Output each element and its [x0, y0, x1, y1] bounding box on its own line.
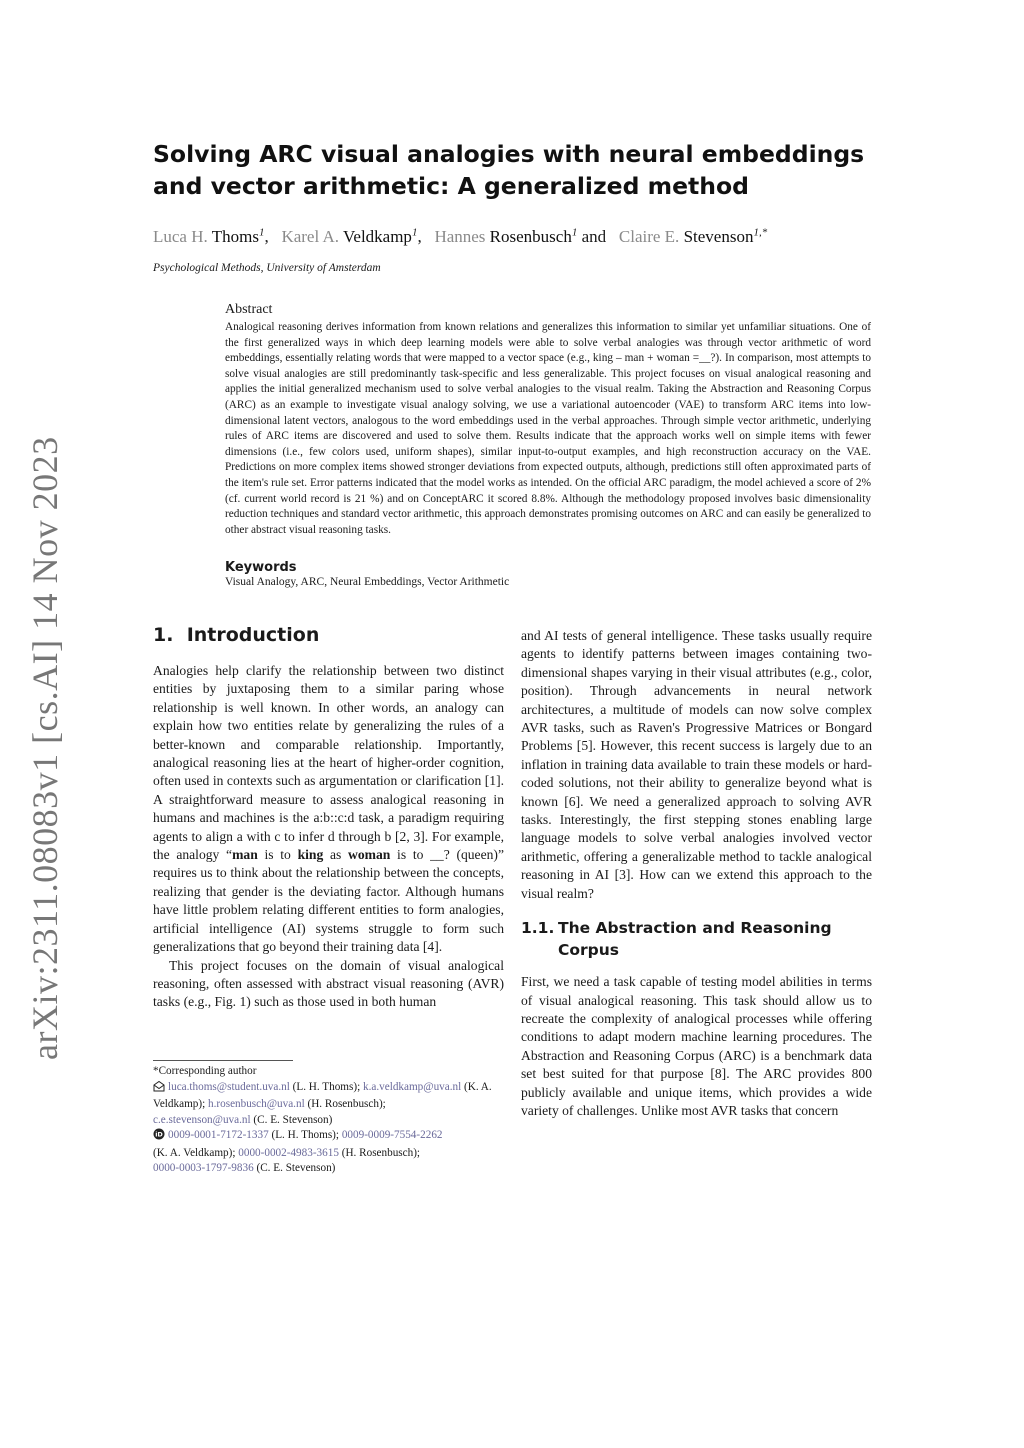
orcid-link-thoms[interactable]: 0009-0001-7172-1337 [168, 1129, 269, 1141]
right-column [521, 627, 872, 1120]
author-list [153, 220, 893, 249]
orcid-link-veldkamp[interactable]: 0009-0009-7554-2262 [341, 1129, 443, 1141]
arc-paragraph-1: First, we need a task capable of testing model abilities in terms of visual analogical reasoning. This task should allow us to recreate the complexity of analogical processes while offering conditions to adapt modern machine learning procedures. The Abstraction and Reasoning Corpus (ARC) is a benchmark data set best suited for that purpose [8]. The ARC provides 800 publicly available and unique items, which provides a wide variety of challenges. Unlike most AVR tasks that concern [521, 974, 872, 1118]
keywords-block [225, 560, 871, 588]
abstract-heading: Abstract [225, 302, 273, 317]
arxiv-identifier-stamp: arXiv:2311.08083v1 [cs.AI] 14 Nov 2023 [25, 436, 65, 1060]
email-link-stevenson[interactable]: c.e.stevenson@uva.nl [153, 1113, 251, 1126]
orcid-icon [153, 1128, 165, 1146]
abstract-text: Analogical reasoning derives information from known relations and generalizes this information to similar yet unfamiliar situations. One of the first generalized ways in which deep learning models were able to solve verbal analogies was through vector arithmetic of word embeddings, essentially relating words that were mapped to a vector space (e.g., king – man + woman =__?). In comparison, most attempts to solve visual analogies are still predominantly task-specific and less generalizable. This project focuses on visual analogical reasoning and applies the initial generalized mechanism used to solve verbal analogies to the visual realm. Taking the Abstraction and Reasoning Corpus (ARC) as an example to investigate visual analogy solving, we use a variational autoencoder (VAE) to transform ARC items into low-dimensional latent vectors, analogous to the word embeddings used in the verbal approaches. Through simple vector arithmetic, underlying rules of ARC items are discovered and used to solve them. Results indicate that the approach works well on simple items with fewer dimensions (i.e., few colors used, uniform shapes), similar input-to-output examples, and high reconstruction accuracy on the VAE. Predictions on more complex items showed stronger deviations from expected outputs, although, predictions still often approximated parts of the item's rule set. Error patterns indicated that the model works as intended. On the official ARC paradigm, the model achieved a score of 2% (cf. current world record is 21 %) and on ConceptARC it scored 8.8%. Although the methodology proposed involves basic dimensionality reduction techniques and standard vector arithmetic, this approach demonstrates promising outcomes on ARC and can easily be generalized to other abstract visual reasoning tasks. [225, 321, 871, 536]
abstract-block [225, 302, 871, 538]
author-3: Hannes Rosenbusch$^1$ and [434, 226, 615, 246]
intro-paragraph-1: Analogies help clarify the relationship between two distinct entities by juxtaposing them to a similar paring whose relationship is well known. In other words, an analogy can explain how two entities relate by generalizing the rules of a better-known and comparable relationship. Importantly, analogical reasoning lies at the heart of higher-order cognition, often used in contexts such as argumentation or clarification [1]. A straightforward measure to assess analogical reasoning in humans and machines is the a:b::c:d task, a paradigm requiring agents to align a with c to infer d through b [2, 3]. For example, the analogy “man is to king as woman is to __? (queen)” requires us to think about the relationship between the concepts, realizing that gender is the deviating factor. Although humans have little problem relating different entities to form analogies, artificial intelligence (AI) systems struggle to form such generalizations that go beyond their training data [4]. [153, 663, 504, 955]
footnote-orcids: iD 0009-0001-7172-1337 (L. H. Thoms); 0009-0009-7554-2262 (K. A. Veldkamp); 0000-0002-4983-3615 (H. Rosenbusch); 0000-0003-1797-9836 (C. E. Stevenson) [153, 1129, 443, 1174]
svg-text:iD: iD [155, 1130, 163, 1139]
intro-paragraph-2: This project focuses on the domain of visual analogical reasoning, often assessed with abstract visual reasoning (AVR) tasks (e.g., Fig. 1) such as those used in both human [153, 957, 504, 1010]
footnote-emails: luca.thoms@student.uva.nl (L. H. Thoms); k.a.veldkamp@uva.nl (K. A. Veldkamp); h.rosenbusch@uva.nl (H. Rosenbusch); c.e.stevenson@uva.nl (C. E. Stevenson) [153, 1080, 492, 1126]
orcid-link-stevenson[interactable]: 0000-0003-1797-9836 [153, 1162, 254, 1174]
author-2: Karel A. Veldkamp$^1$, [281, 226, 431, 246]
section-heading-introduction: 1. Introduction [153, 624, 320, 646]
orcid-link-rosenbusch[interactable]: 0000-0002-4983-3615 [238, 1146, 339, 1159]
footnotes [153, 1060, 513, 1177]
author-4: Claire E. Stevenson$^{1,*}$ [618, 226, 768, 246]
email-icon [153, 1080, 165, 1098]
intro-paragraph-continued: and AI tests of general intelligence. These tasks usually require agents to identify patterns between images containing two-dimensional shapes varying in their visual attributes (e.g., color, position). Through advancements in neural network architectures, a multitude of models can now solve complex AVR tasks, such as Raven's Progressive Matrices or Bongard Problems [5]. However, this recent success is largely due to an inflation in training data available to train these models or hard-coded solutions, not their ability to generalize beyond what is known [6]. We need a generalized approach to solving AVR tasks. Interestingly, the first stepping stones enabling large language models to solve verbal analogies involved vector arithmetic, offering a generalizable method to tackle analogical reasoning in AI [3]. How can we extend this approach to the visual realm? [521, 628, 872, 901]
affiliation: Psychological Methods, University of Amsterdam [153, 262, 381, 274]
footnote-corresponding: *Corresponding author [153, 1065, 257, 1077]
subsection-heading-arc: 1.1. The Abstraction and Reasoning Corpus [521, 919, 832, 960]
paper-title: Solving ARC visual analogies with neural embeddings and vector arithmetic: A generalized method [153, 140, 865, 200]
keywords-text: Visual Analogy, ARC, Neural Embeddings, Vector Arithmetic [225, 576, 510, 588]
email-link-rosenbusch[interactable]: h.rosenbusch@uva.nl [208, 1098, 305, 1110]
email-link-thoms[interactable]: luca.thoms@student.uva.nl [168, 1080, 290, 1093]
footnote-rule [153, 1060, 293, 1061]
left-column [153, 622, 504, 1012]
email-link-veldkamp[interactable]: k.a.veldkamp@uva.nl [363, 1080, 462, 1093]
keywords-heading: Keywords [225, 560, 297, 575]
author-1: Luca H. Thoms$^1$, [153, 226, 278, 246]
